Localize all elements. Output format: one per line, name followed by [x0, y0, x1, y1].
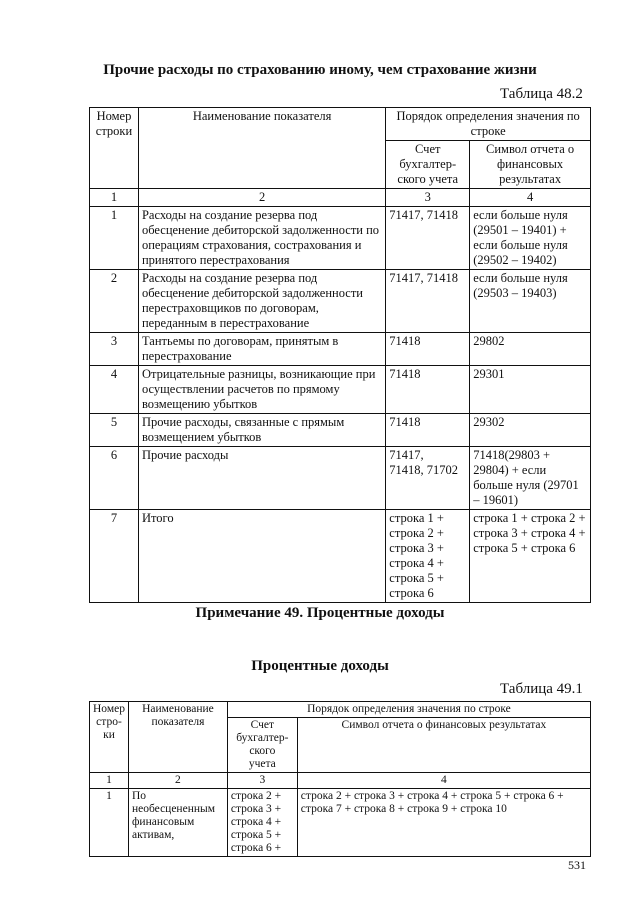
index-row — [90, 773, 591, 789]
header-account: Счет бухгалтер- ского учета — [227, 718, 297, 773]
row-name: По необесцененным финансовым активам, — [128, 789, 227, 857]
row-number: 4 — [90, 366, 139, 414]
table-row — [90, 366, 591, 414]
table-48-2 — [89, 107, 591, 603]
row-symbol: 29802 — [470, 333, 591, 366]
row-symbol: 71418(29803 + 29804) + если больше нуля (29701 – 19601) — [470, 447, 591, 510]
row-number: 1 — [90, 207, 139, 270]
table-row — [90, 270, 591, 333]
header-symbol: Символ отчета о финансовых результатах — [297, 718, 590, 773]
index-cell: 1 — [90, 773, 129, 789]
table-caption: Таблица 48.2 — [500, 86, 583, 102]
header-order: Порядок определения значения по строке — [386, 108, 591, 141]
table-caption-2: Таблица 49.1 — [500, 681, 583, 697]
row-number: 6 — [90, 447, 139, 510]
table-row — [90, 510, 591, 603]
section-title: Прочие расходы по страхованию иному, чем страхование жизни — [103, 62, 537, 78]
row-number: 3 — [90, 333, 139, 366]
table-row — [90, 447, 591, 510]
row-number: 7 — [90, 510, 139, 603]
index-cell: 3 — [227, 773, 297, 789]
table-49-1 — [89, 701, 591, 857]
row-name: Расходы на создание резерва под обесценение дебиторской задолженности перестраховщиков по договорам, переданным в перестрахование — [138, 270, 385, 333]
row-name: Прочие расходы, связанные с прямым возмещением убытков — [138, 414, 385, 447]
row-account: 71417, 71418, 71702 — [386, 447, 470, 510]
index-cell: 4 — [297, 773, 590, 789]
header-account: Счет бухгалтер- ского учета — [386, 141, 470, 189]
row-name: Тантьемы по договорам, принятым в перестрахование — [138, 333, 385, 366]
table-row — [90, 333, 591, 366]
row-symbol: 29301 — [470, 366, 591, 414]
row-account: 71418 — [386, 366, 470, 414]
row-account: 71417, 71418 — [386, 207, 470, 270]
table-row — [90, 789, 591, 857]
row-number: 1 — [90, 789, 129, 857]
row-account: 71418 — [386, 333, 470, 366]
section-title-2: Процентные доходы — [251, 658, 389, 674]
row-number: 2 — [90, 270, 139, 333]
index-row — [90, 189, 591, 207]
row-symbol: строка 1 + строка 2 + строка 3 + строка 4 + строка 5 + строка 6 — [470, 510, 591, 603]
row-account: строка 1 + строка 2 + строка 3 + строка 4 + строка 5 + строка 6 — [386, 510, 470, 603]
row-account: строка 2 + строка 3 + строка 4 + строка 5 + строка 6 + — [227, 789, 297, 857]
row-name: Итого — [138, 510, 385, 603]
header-row-number: Номер стро- ки — [90, 702, 129, 773]
header-symbol: Символ отчета о финансовых результатах — [470, 141, 591, 189]
note-title: Примечание 49. Процентные доходы — [195, 605, 445, 621]
row-name: Расходы на создание резерва под обесценение дебиторской задолженности по операциям страхования, сострахования и принятого перестрахования — [138, 207, 385, 270]
table-row — [90, 207, 591, 270]
row-symbol: если больше нуля (29503 – 19403) — [470, 270, 591, 333]
table-row — [90, 414, 591, 447]
header-indicator-name: Наименование показателя — [138, 108, 385, 189]
index-cell: 2 — [138, 189, 385, 207]
row-number: 5 — [90, 414, 139, 447]
index-cell: 3 — [386, 189, 470, 207]
index-cell: 2 — [128, 773, 227, 789]
row-account: 71417, 71418 — [386, 270, 470, 333]
header-indicator-name: Наименование показателя — [128, 702, 227, 773]
row-symbol: если больше нуля (29501 – 19401) + если больше нуля (29502 – 19402) — [470, 207, 591, 270]
index-cell: 4 — [470, 189, 591, 207]
row-symbol: строка 2 + строка 3 + строка 4 + строка 5 + строка 6 + строка 7 + строка 8 + строка 9 + строка 10 — [297, 789, 590, 857]
header-order: Порядок определения значения по строке — [227, 702, 590, 718]
index-cell: 1 — [90, 189, 139, 207]
row-account: 71418 — [386, 414, 470, 447]
row-name: Отрицательные разницы, возникающие при осуществлении расчетов по прямому возмещению убытков — [138, 366, 385, 414]
page-number: 531 — [568, 858, 586, 872]
row-name: Прочие расходы — [138, 447, 385, 510]
header-row-number: Номер строки — [90, 108, 139, 189]
row-symbol: 29302 — [470, 414, 591, 447]
